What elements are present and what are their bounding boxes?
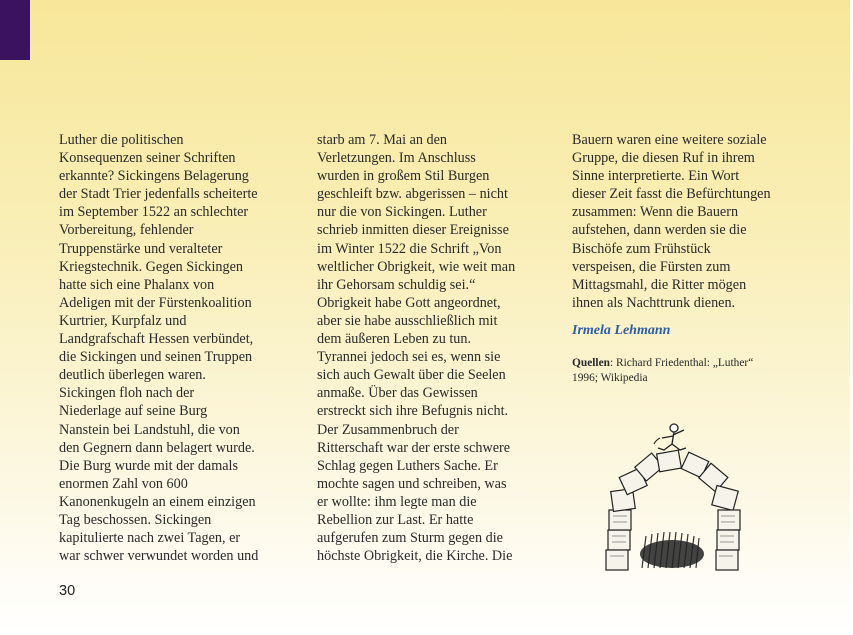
middle-column-line: höchste Obrigkeit, die Kirche. Die: [317, 548, 513, 565]
text-column-right: [572, 131, 812, 385]
left-column-line: erkannte? Sickingens Belagerung: [59, 168, 249, 185]
right-column-line: Sinne interpretierte. Ein Wort: [572, 168, 740, 185]
arch-illustration: [600, 418, 772, 586]
left-column-line: Landgrafschaft Hessen verbündet,: [59, 331, 254, 348]
left-column-line: Luther die politischen: [59, 132, 184, 148]
left-column-line: Konsequenzen seiner Schriften: [59, 150, 236, 167]
left-column-line: Vorbereitung, fehlender: [59, 222, 194, 239]
left-column-line: Truppenstärke und veralteter: [59, 240, 223, 257]
middle-column-line: mochte sagen und schreiben, was: [317, 475, 507, 492]
middle-column-line: wurden in großem Stil Burgen: [317, 168, 490, 185]
middle-column-line: starb am 7. Mai an den: [317, 132, 448, 148]
middle-column-line: Schlag gegen Luthers Sache. Er: [317, 457, 498, 474]
left-column-line: den Gegnern dann belagert wurde.: [59, 439, 255, 456]
sources-line1: : Richard Friedenthal: „Luther“: [609, 356, 754, 369]
right-column-line: verspeisen, die Fürsten zum: [572, 258, 731, 275]
middle-column-line: ihr Gehorsam schuldig sei.“: [317, 276, 476, 293]
middle-column-line: Obrigkeit habe Gott angeordnet,: [317, 294, 501, 311]
middle-column-line: er wollte: ihm legte man die: [317, 493, 477, 510]
left-column-line: Kanonenkugeln an einem einzigen: [59, 493, 256, 510]
left-column-line: enormen Zahl von 600: [59, 475, 188, 492]
left-column-line: Kriegstechnik. Gegen Sickingen: [59, 258, 243, 275]
middle-column-line: anmaße. Über das Gewissen: [317, 385, 478, 402]
left-column-line: Adeligen mit der Fürstenkoalition: [59, 294, 252, 311]
middle-column-line: dem äußeren Leben zu tun.: [317, 331, 472, 348]
left-column-line: deutlich überlegen waren.: [59, 367, 206, 384]
middle-column-line: aber sie habe ausschließlich mit: [317, 312, 498, 329]
left-column-line: Sickingen floh nach der: [59, 385, 195, 402]
sources: [572, 356, 812, 385]
middle-column-line: sich auch Gewalt über die Seelen: [317, 367, 506, 384]
right-column-line: Bauern waren eine weitere soziale: [572, 132, 767, 148]
middle-column-line: Tyrannei jedoch sei es, wenn sie: [317, 349, 501, 366]
middle-column-line: Verletzungen. Im Anschluss: [317, 150, 476, 167]
middle-column-line: geschleift bzw. abgerissen – nicht: [317, 186, 508, 203]
middle-column-line: weltlicher Obrigkeit, wie weit man: [317, 258, 516, 275]
left-column-line: war schwer verwundet worden und: [59, 548, 259, 565]
left-column-line: im September 1522 an schlechter: [59, 204, 249, 221]
sources-label: Quellen: [572, 356, 610, 369]
left-column-line: Die Burg wurde mit der damals: [59, 457, 239, 474]
left-column-line: hatte sich eine Phalanx von: [59, 276, 215, 293]
left-column-line: Tag beschossen. Sickingen: [59, 511, 212, 528]
right-column-line: Gruppe, die diesen Ruf in ihrem: [572, 150, 755, 167]
middle-column-line: erstreckt sich ihre Befugnis nicht.: [317, 403, 509, 420]
left-column-line: kapitulierte nach zwei Tagen, er: [59, 530, 241, 547]
left-column-line: die Sickingen und seinen Truppen: [59, 349, 253, 366]
text-column-middle: [317, 131, 547, 565]
middle-column-line: aufgerufen zum Sturm gegen die: [317, 530, 503, 547]
left-column-line: Kurtrier, Kurpfalz und: [59, 312, 187, 329]
middle-column-line: nur die von Sickingen. Luther: [317, 204, 487, 221]
right-column-line: Mittagsmahl, die Ritter mögen: [572, 276, 747, 293]
right-column-line: ihnen als Nachttrunk dienen.: [572, 294, 736, 311]
middle-column-line: Rebellion zur Last. Er hatte: [317, 511, 474, 528]
middle-column-line: schrieb inmitten dieser Ereignisse: [317, 222, 509, 239]
left-column-line: der Stadt Trier jedenfalls scheiterte: [59, 186, 258, 203]
corner-block: [0, 0, 30, 60]
right-column-line: dieser Zeit fasst die Befürchtungen: [572, 186, 771, 203]
middle-column-line: Ritterschaft war der erste schwere: [317, 439, 511, 456]
author-name: Irmela Lehmann: [572, 322, 671, 338]
right-column-line: aufstehen, dann werden sie die: [572, 222, 747, 239]
right-column-line: zusammen: Wenn die Bauern: [572, 204, 739, 221]
text-column-left: [59, 131, 289, 565]
left-column-line: Nanstein bei Landstuhl, die von: [59, 421, 240, 438]
sources-line2: 1996; Wikipedia: [572, 371, 648, 384]
middle-column-line: Der Zusammenbruch der: [317, 421, 459, 438]
right-column-line: Bischöfe zum Frühstück: [572, 240, 711, 257]
left-column-line: Niederlage auf seine Burg: [59, 403, 208, 420]
right-column-text: [572, 131, 812, 312]
middle-column-line: im Winter 1522 die Schrift „Von: [317, 240, 502, 257]
page-number: 30: [59, 583, 76, 599]
